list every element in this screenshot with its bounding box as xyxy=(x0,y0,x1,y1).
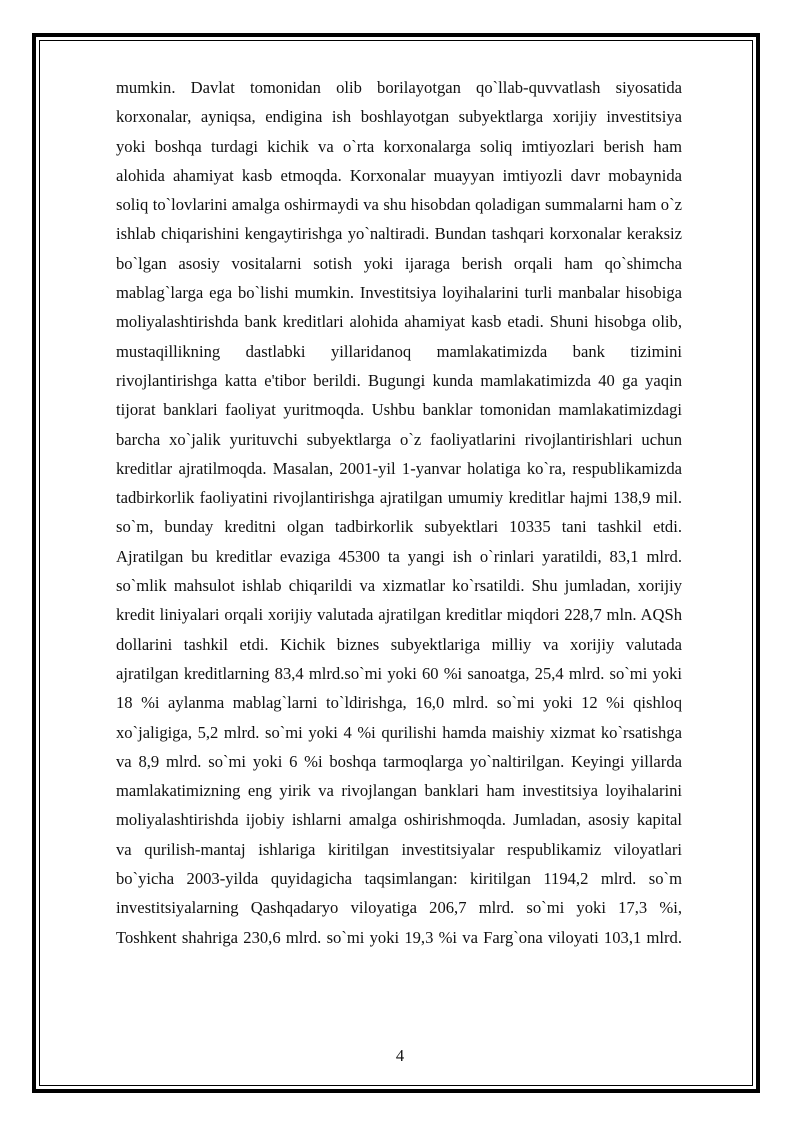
text-line: kredit liniyalari orqali xorijiy valutada ajratilgan kreditlar miqdori 228,7 mln. AQSh xyxy=(116,605,682,625)
text-line: barcha xo`jalik yurituvchi subyektlarga o`z faoliyatlarini rivojlantirishlari uchun xyxy=(116,429,682,449)
text-line: mablag`larga ega bo`lishi mumkin. Investitsiya loyihalarini turli manbalar hisobiga xyxy=(116,283,682,303)
text-line: dollarini tashkil etdi. Kichik biznes subyektlariga milliy va xorijiy valutada xyxy=(116,634,682,654)
text-line: soliq to`lovlarini amalga oshirmaydi va shu hisobdan qoladigan summalarni ham o`z xyxy=(116,195,682,215)
text-line: mustaqillikning dastlabki yillaridanoq mamlakatimizda bank tizimini xyxy=(116,341,682,361)
page-number: 4 xyxy=(395,1046,405,1065)
text-line: so`m, bunday kreditni olgan tadbirkorlik subyektlari 10335 tani tashkil etdi. xyxy=(116,517,682,537)
text-line: bo`yicha 2003-yilda quyidagicha taqsimlangan: kiritilgan 1194,2 mlrd. so`m xyxy=(116,869,682,889)
text-line: alohida ahamiyat kasb etmoqda. Korxonalar muayyan imtiyozli davr mobaynida xyxy=(116,165,682,185)
text-line: tadbirkorlik faoliyatini rivojlantirishga ajratilgan umumiy kreditlar hajmi 138,9 mil. xyxy=(116,488,682,508)
text-line: mumkin. Davlat tomonidan olib borilayotgan qo`llab-quvvatlash siyosatida xyxy=(116,78,682,97)
body-text xyxy=(116,73,682,952)
text-line: mamlakatimizning eng yirik va rivojlangan banklari ham investitsiya loyihalarini xyxy=(116,781,682,801)
text-line: investitsiyalarning Qashqadaryo viloyatiga 206,7 mlrd. so`mi yoki 17,3 %i, xyxy=(116,898,682,918)
text-line: korxonalar, ayniqsa, endigina ish boshlayotgan subyektlarga xorijiy investitsiya xyxy=(116,107,682,127)
text-line: moliyalashtirishda bank kreditlari alohida ahamiyat kasb etadi. Shuni hisobga olib, xyxy=(116,312,682,332)
text-line: ishlab chiqarishini kengaytirishga yo`naltiradi. Bundan tashqari korxonalar keraksiz xyxy=(116,224,682,244)
text-line: xo`jaligiga, 5,2 mlrd. so`mi yoki 4 %i qurilishi hamda maishiy xizmat ko`rsatishga xyxy=(116,722,682,742)
text-line: 18 %i aylanma mablag`larni to`ldirishga, 16,0 mlrd. so`mi yoki 12 %i qishloq xyxy=(116,693,682,713)
text-line: rivojlantirishga katta e'tibor berildi. Bugungi kunda mamlakatimizda 40 ga yaqin xyxy=(116,370,682,390)
text-line: bo`lgan asosiy vositalarni sotish yoki ijaraga berish orqali ham qo`shimcha xyxy=(116,253,682,273)
text-line: moliyalashtirishda ijobiy ishlarni amalga oshirishmoqda. Jumladan, asosiy kapital xyxy=(116,810,682,830)
text-line: tijorat banklari faoliyat yuritmoqda. Ushbu banklar tomonidan mamlakatimizdagi xyxy=(116,400,682,420)
text-line: kreditlar ajratilmoqda. Masalan, 2001-yil 1-yanvar holatiga ko`ra, respublikamizda xyxy=(116,458,682,478)
text-line: va qurilish-mantaj ishlariga kiritilgan investitsiyalar respublikamiz viloyatlari xyxy=(116,839,682,859)
text-line: yoki boshqa turdagi kichik va o`rta korxonalarga soliq imtiyozlari berish ham xyxy=(116,136,682,156)
text-line: Ajratilgan bu kreditlar evaziga 45300 ta yangi ish o`rinlari yaratildi, 83,1 mlrd. xyxy=(116,546,682,566)
text-line: Toshkent shahriga 230,6 mlrd. so`mi yoki 19,3 %i va Farg`ona viloyati 103,1 mlrd. xyxy=(116,927,682,947)
text-line: ajratilgan kreditlarning 83,4 mlrd.so`mi yoki 60 %i sanoatga, 25,4 mlrd. so`mi yoki xyxy=(116,663,682,683)
text-line: va 8,9 mlrd. so`mi yoki 6 %i boshqa tarmoqlarga yo`naltirilgan. Keyingi yillarda xyxy=(116,751,682,771)
text-line: so`mlik mahsulot ishlab chiqarildi va xizmatlar ko`rsatildi. Shu jumladan, xorijiy xyxy=(116,576,682,596)
